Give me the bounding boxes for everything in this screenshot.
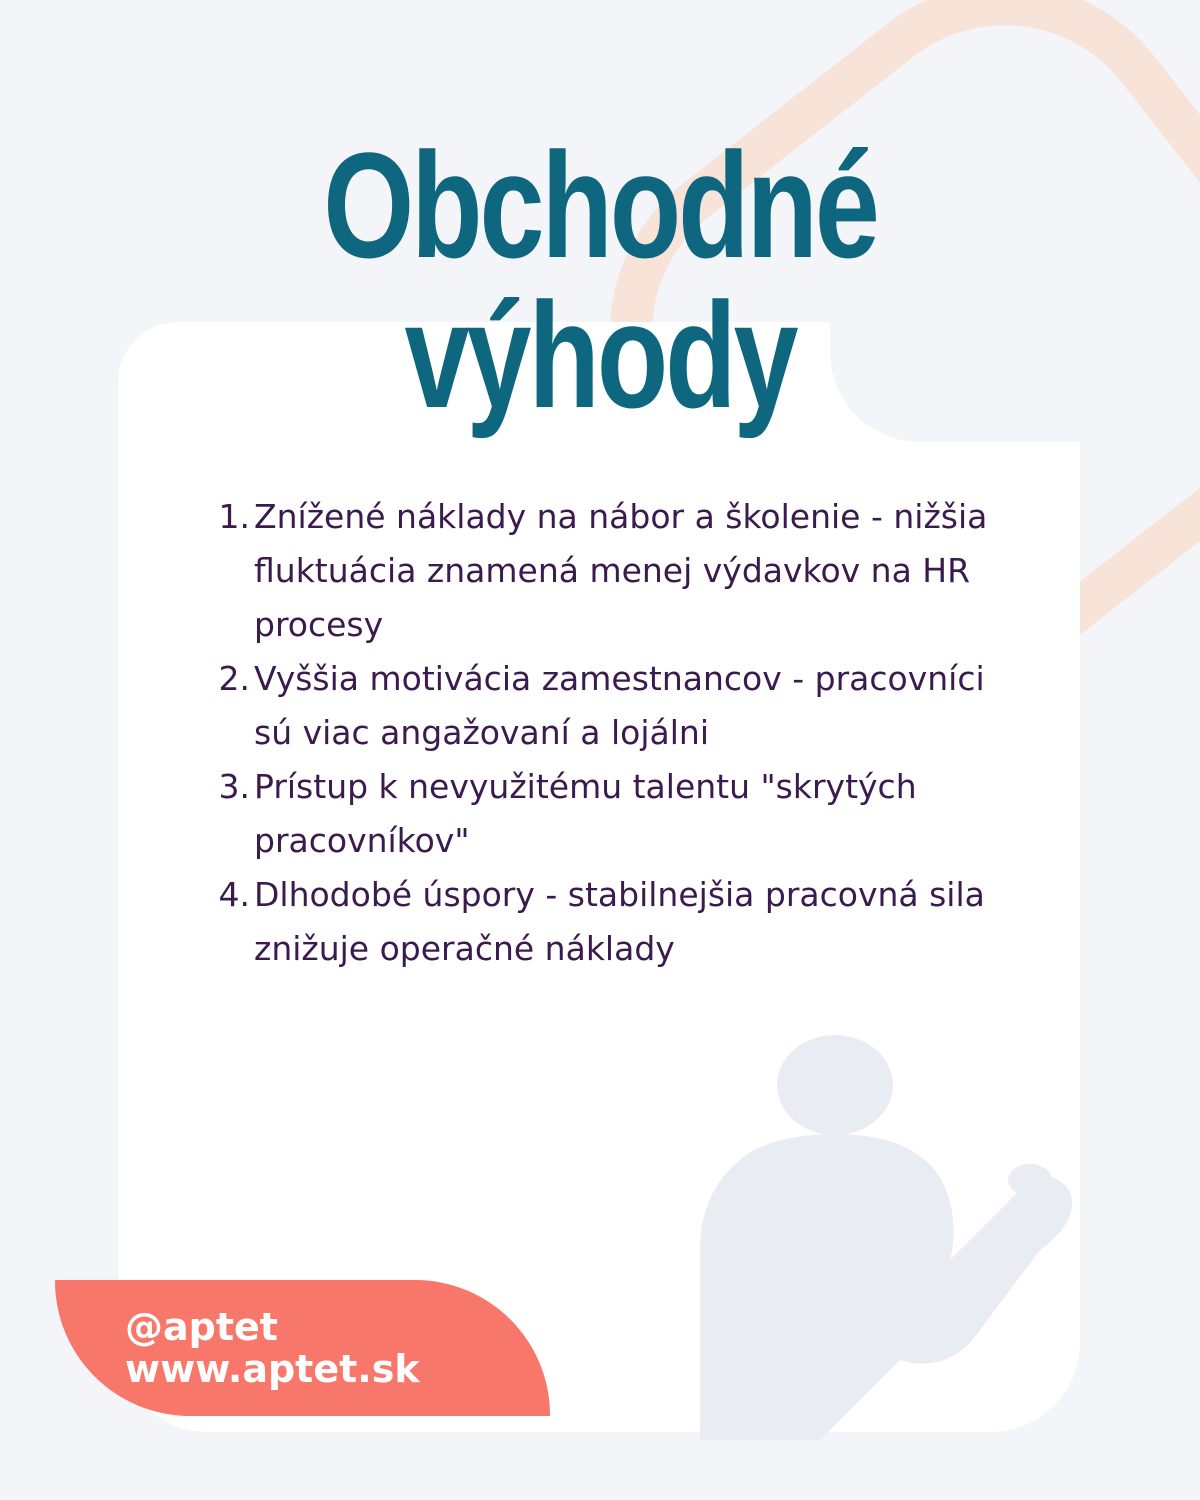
list-item-number: 3.: [218, 767, 250, 806]
website-link[interactable]: www.aptet.sk: [125, 1347, 420, 1391]
list-item-text: Znížené náklady na nábor a školenie - nižšia fluktuácia znamená menej výdavkov na HR procesy: [254, 497, 988, 644]
social-handle: @aptet: [125, 1305, 278, 1349]
page-title: Obchodné výhody: [323, 121, 877, 439]
list-item-number: 4.: [218, 875, 250, 914]
list-item: [210, 490, 1030, 652]
contact-badge: [55, 1280, 550, 1416]
list-item: [210, 760, 1030, 868]
person-silhouette-icon: [700, 1030, 1100, 1440]
list-item-number: 2.: [218, 659, 250, 698]
list-item-text: Vyššia motivácia zamestnancov - pracovníci sú viac angažovaní a lojálni: [254, 659, 985, 752]
list-item-number: 1.: [218, 497, 250, 536]
list-item-text: Prístup k nevyužitému talentu "skrytých pracovníkov": [254, 767, 917, 860]
list-item: [210, 652, 1030, 760]
list-item-text: Dlhodobé úspory - stabilnejšia pracovná sila znižuje operačné náklady: [254, 875, 985, 968]
list-item: [210, 868, 1030, 976]
benefits-list: [210, 490, 1030, 976]
